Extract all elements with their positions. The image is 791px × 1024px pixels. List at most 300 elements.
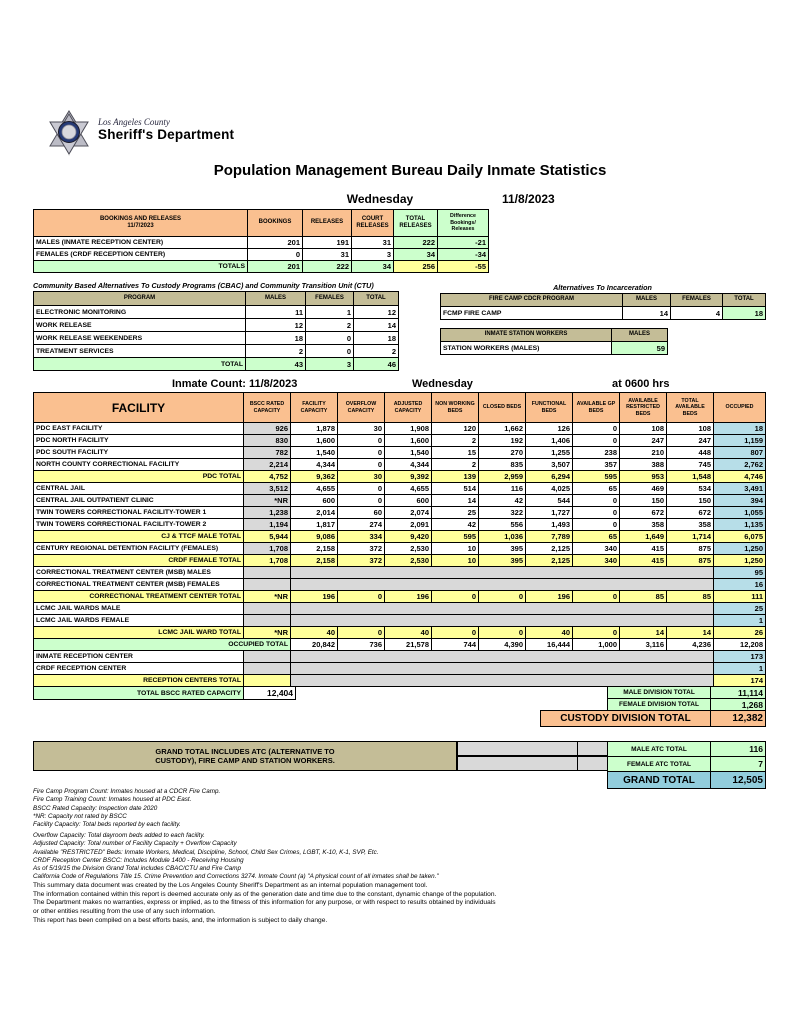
totals-value: 222 (303, 261, 352, 273)
column-header: TOTAL AVAILABLE BEDS (667, 393, 714, 423)
empty-span (291, 615, 714, 627)
value-cell: 31 (352, 237, 394, 249)
facility-name: LCMC JAIL WARDS MALE (34, 603, 244, 615)
value-cell: 14 (354, 319, 399, 332)
column-header: TOTAL RELEASES (394, 210, 438, 237)
empty-cell (244, 651, 291, 663)
facility-row (34, 615, 766, 627)
total-value: 1,649 (620, 531, 667, 543)
column-header: ADJUSTED CAPACITY (385, 393, 432, 423)
total-value: 6,075 (714, 531, 766, 543)
value-cell: 18 (714, 423, 766, 435)
footnote-line: As of 5/19/15 the Division Grand Total includes CBAC/CTU and Fire Camp (33, 865, 242, 873)
value-cell: 150 (667, 495, 714, 507)
facility-name: CORRECTIONAL TREATMENT CENTER (MSB) FEMALES (34, 579, 244, 591)
value-cell: 108 (667, 423, 714, 435)
fire-camp-row (441, 307, 766, 320)
value-cell: 0 (306, 345, 354, 358)
facility-row (34, 567, 766, 579)
totals-value: 256 (394, 261, 438, 273)
value-cell: 4,655 (385, 483, 432, 495)
footnote-line: Fire Camp Program Count: Inmates housed at a CDCR Fire Camp. (33, 788, 221, 795)
cbac-row (34, 332, 399, 345)
total-value: 4,752 (244, 471, 291, 483)
total-value: 0 (573, 627, 620, 639)
total-value: 875 (667, 555, 714, 567)
station-workers-table (440, 328, 668, 355)
totals-value: 34 (352, 261, 394, 273)
bookings-header-row (34, 210, 489, 237)
column-header: INMATE STATION WORKERS (441, 329, 612, 342)
value-cell: 0 (573, 519, 620, 531)
total-value: *NR (244, 627, 291, 639)
value-cell: 600 (385, 495, 432, 507)
total-value: 0 (338, 627, 385, 639)
station-workers-row (441, 342, 668, 355)
footnote-line: Available "RESTRICTED" Beds: Inmate Workers, Medical, Discipline, School, Child Sex Crimes, LGBT, K-10, K-1, SVP, Etc. (33, 848, 379, 856)
value-cell: 1,878 (291, 423, 338, 435)
custody-total-value: 12,382 (711, 711, 766, 727)
facility-name: CRDF RECEPTION CENTER (34, 663, 244, 675)
bscc-total-value: 12,404 (244, 687, 296, 700)
total-value: 12,208 (714, 639, 766, 651)
value-cell: 514 (432, 483, 479, 495)
value-cell: 745 (667, 459, 714, 471)
facility-name: PDC NORTH FACILITY (34, 435, 244, 447)
total-value: 14 (620, 627, 667, 639)
facility-name: LCMC JAIL WARDS FEMALE (34, 615, 244, 627)
column-header: FACILITY (34, 393, 244, 423)
value-cell: 14 (623, 307, 671, 320)
total-value: 16,444 (526, 639, 573, 651)
grand-total-value: 12,505 (711, 772, 766, 789)
column-header: CLOSED BEDS (479, 393, 526, 423)
value-cell: 42 (432, 519, 479, 531)
value-cell: 201 (248, 237, 303, 249)
column-header: PROGRAM (34, 292, 246, 306)
facility-row (34, 627, 766, 639)
value-cell: 12 (246, 319, 306, 332)
occupied-value: 16 (714, 579, 766, 591)
total-value: 196 (291, 591, 338, 603)
total-value: 14 (667, 627, 714, 639)
value-cell: 4,344 (385, 459, 432, 471)
value-cell: 274 (338, 519, 385, 531)
occupied-value: 95 (714, 567, 766, 579)
total-label: CJ & TTCF MALE TOTAL (34, 531, 244, 543)
value-cell: 34 (394, 249, 438, 261)
value-cell: 2,074 (385, 507, 432, 519)
value-cell: 12 (354, 306, 399, 319)
value-cell: 42 (479, 495, 526, 507)
total-label: RECEPTION CENTERS TOTAL (34, 675, 244, 687)
value-cell: 388 (620, 459, 667, 471)
column-header: OCCUPIED (714, 393, 766, 423)
total-value: 7,789 (526, 531, 573, 543)
facility-row (34, 543, 766, 555)
disclaimer-line: The information contained within this report is deemed accurate only as of the generation date and time due to the constant, dynamic change of the population. (33, 890, 497, 898)
occupied-total-label: OCCUPIED TOTAL (34, 639, 291, 651)
empty-cell (244, 603, 291, 615)
totals-label: TOTALS (34, 261, 248, 273)
atc-total-label: MALE ATC TOTAL (608, 742, 711, 757)
value-cell: 10 (432, 543, 479, 555)
value-cell: 1,708 (244, 543, 291, 555)
total-label: PDC TOTAL (34, 471, 244, 483)
total-value: 395 (479, 555, 526, 567)
total-value: 0 (432, 627, 479, 639)
facility-name: CENTRAL JAIL OUTPATIENT CLINIC (34, 495, 244, 507)
total-value: 4,746 (714, 471, 766, 483)
occupied-value: 1 (714, 615, 766, 627)
bscc-total-table (33, 686, 296, 700)
facility-name: PDC SOUTH FACILITY (34, 447, 244, 459)
value-cell: 0 (338, 495, 385, 507)
empty-span (291, 567, 714, 579)
value-cell: 0 (573, 423, 620, 435)
value-cell: 120 (432, 423, 479, 435)
value-cell: 1,540 (291, 447, 338, 459)
cbac-table (33, 291, 399, 371)
total-value: 9,086 (291, 531, 338, 543)
empty-cell (244, 675, 291, 687)
facility-row (34, 531, 766, 543)
bookings-releases-table (33, 209, 489, 273)
agency-name-bold: Sheriff's Department (98, 127, 235, 142)
atc-total-label: FEMALE ATC TOTAL (608, 757, 711, 772)
grand-band-empty-cell (457, 741, 578, 756)
value-cell: 0 (338, 459, 385, 471)
atc-total-value: 7 (711, 757, 766, 772)
value-cell: 358 (620, 519, 667, 531)
total-value: 40 (291, 627, 338, 639)
value-cell: 2 (432, 435, 479, 447)
cbac-row (34, 319, 399, 332)
value-cell: *NR (244, 495, 291, 507)
row-label: MALES (INMATE RECEPTION CENTER) (34, 237, 248, 249)
empty-cell (244, 615, 291, 627)
column-header: Difference Bookings/ Releases (438, 210, 489, 237)
cbac-header-row (34, 292, 399, 306)
column-header: AVAILABLE RESTRICTED BEDS (620, 393, 667, 423)
disclaimer-paragraph (33, 882, 496, 926)
total-value: 196 (526, 591, 573, 603)
value-cell: 1,255 (526, 447, 573, 459)
value-cell: 116 (479, 483, 526, 495)
value-cell: 65 (573, 483, 620, 495)
total-value: 953 (620, 471, 667, 483)
value-cell: 0 (573, 495, 620, 507)
division-total-label: MALE DIVISION TOTAL (608, 687, 711, 699)
value-cell: 4,655 (291, 483, 338, 495)
column-header: RELEASES (303, 210, 352, 237)
value-cell: 1,493 (526, 519, 573, 531)
value-cell: 0 (338, 447, 385, 459)
total-value: 65 (573, 531, 620, 543)
value-cell: -21 (438, 237, 489, 249)
total-value: 0 (432, 591, 479, 603)
svg-text:.: . (68, 152, 70, 157)
bscc-total-row (34, 687, 296, 700)
empty-cell (244, 567, 291, 579)
footnote-line: Adjusted Capacity: Total number of Facility Capacity + Overflow Capacity (33, 840, 237, 848)
value-cell: 835 (479, 459, 526, 471)
value-cell: 150 (620, 495, 667, 507)
column-header: NON WORKING BEDS (432, 393, 479, 423)
value-cell: 830 (244, 435, 291, 447)
value-cell: 1,600 (291, 435, 338, 447)
value-cell: 556 (479, 519, 526, 531)
facility-row (34, 639, 766, 651)
row-label: FCMP FIRE CAMP (441, 307, 623, 320)
fire-camp-header-row (441, 294, 766, 307)
grand-band-empty-cell (457, 756, 578, 771)
value-cell: 875 (667, 543, 714, 555)
total-value: 85 (667, 591, 714, 603)
disclaimer-line: This summary data document was created by the Los Angeles County Sheriff's Department as an internal population management tool. (33, 882, 428, 889)
value-cell: 926 (244, 423, 291, 435)
column-header: BSCC RATED CAPACITY (244, 393, 291, 423)
facility-name: INMATE RECEPTION CENTER (34, 651, 244, 663)
total-value: 26 (714, 627, 766, 639)
value-cell: 31 (303, 249, 352, 261)
facility-row (34, 483, 766, 495)
cbac-title: Community Based Alternatives To Custody Programs (CBAC) and Community Transition Unit (CTU) (33, 281, 374, 290)
footnote-line: Overflow Capacity: Total dayroom beds added to each facility. (33, 832, 205, 839)
value-cell: 782 (244, 447, 291, 459)
value-cell: 18 (354, 332, 399, 345)
total-value: 1,708 (244, 555, 291, 567)
facility-row (34, 519, 766, 531)
total-value: 340 (573, 555, 620, 567)
total-value: 1,250 (714, 555, 766, 567)
total-value: 334 (338, 531, 385, 543)
facility-row (34, 471, 766, 483)
row-label: STATION WORKERS (MALES) (441, 342, 612, 355)
value-cell: 0 (248, 249, 303, 261)
value-cell: 1,600 (385, 435, 432, 447)
total-value: 2,158 (291, 555, 338, 567)
value-cell: 1,908 (385, 423, 432, 435)
value-cell: 1,540 (385, 447, 432, 459)
total-value: 43 (246, 358, 306, 371)
value-cell: 357 (573, 459, 620, 471)
value-cell: 469 (620, 483, 667, 495)
value-cell: 108 (620, 423, 667, 435)
inmate-count-weekday: Wednesday (412, 378, 473, 390)
total-value: 2,530 (385, 555, 432, 567)
value-cell: 1,406 (526, 435, 573, 447)
value-cell: 1,194 (244, 519, 291, 531)
total-value: 40 (385, 627, 432, 639)
atc-total-row (608, 757, 766, 772)
division-total-label: FEMALE DIVISION TOTAL (608, 699, 711, 711)
empty-cell (244, 579, 291, 591)
facility-name: CENTURY REGIONAL DETENTION FACILITY (FEMALES) (34, 543, 244, 555)
total-value: 0 (479, 591, 526, 603)
station-workers-header-row (441, 329, 668, 342)
total-value: 2,959 (479, 471, 526, 483)
total-value: 1,036 (479, 531, 526, 543)
column-header: FEMALES (306, 292, 354, 306)
facility-row (34, 603, 766, 615)
total-value: 0 (573, 591, 620, 603)
total-value: 85 (620, 591, 667, 603)
column-header: FUNCTIONAL BEDS (526, 393, 573, 423)
total-value: 6,294 (526, 471, 573, 483)
empty-span (291, 663, 714, 675)
bookings-row (34, 237, 489, 249)
value-cell: 0 (573, 507, 620, 519)
value-cell: 4 (671, 307, 723, 320)
disclaimer-line: or other entities resulting from the use of any such information. (33, 908, 216, 916)
value-cell: 15 (432, 447, 479, 459)
inmate-count-time: at 0600 hrs (612, 378, 670, 390)
grand-total-note-line1: GRAND TOTAL INCLUDES ATC (ALTERNATIVE TO (155, 747, 335, 756)
value-cell: 60 (338, 507, 385, 519)
total-value: 4,390 (479, 639, 526, 651)
footnote-line: CRDF Reception Center BSCC: Includes Module 1400 - Receiving Housing (33, 856, 244, 864)
total-value: 20,842 (291, 639, 338, 651)
value-cell: 191 (303, 237, 352, 249)
facility-name: TWIN TOWERS CORRECTIONAL FACILITY-TOWER 1 (34, 507, 244, 519)
bscc-total-label: TOTAL BSCC RATED CAPACITY (34, 687, 244, 700)
division-total-row (608, 687, 766, 699)
facility-row (34, 507, 766, 519)
total-label: TOTAL (34, 358, 246, 371)
atc-total-row (608, 742, 766, 757)
value-cell: 2 (306, 319, 354, 332)
inmate-count-label: Inmate Count: 11/8/2023 (172, 378, 298, 390)
value-cell: 2,214 (244, 459, 291, 471)
total-value: 40 (526, 627, 573, 639)
total-value: 9,392 (385, 471, 432, 483)
value-cell: 672 (667, 507, 714, 519)
value-cell: 544 (526, 495, 573, 507)
sheriff-logo (46, 109, 234, 159)
value-cell: 1,250 (714, 543, 766, 555)
totals-value: 201 (248, 261, 303, 273)
bookings-totals-row (34, 261, 489, 273)
occupied-value: 1 (714, 663, 766, 675)
value-cell: 322 (479, 507, 526, 519)
value-cell: 0 (338, 483, 385, 495)
value-cell: 2,762 (714, 459, 766, 471)
value-cell: 3 (352, 249, 394, 261)
value-cell: 358 (667, 519, 714, 531)
facility-row (34, 495, 766, 507)
total-value: 595 (573, 471, 620, 483)
total-value: 0 (479, 627, 526, 639)
facility-row (34, 675, 766, 687)
value-cell: 1,135 (714, 519, 766, 531)
total-value: 21,578 (385, 639, 432, 651)
division-total-row (608, 699, 766, 711)
footnote-line: BSCC Rated Capacity: Inspection date 2020 (33, 804, 158, 812)
footnote-line: Fire Camp Training Count: Inmates housed at PDC East. (33, 796, 192, 804)
occupied-value: 173 (714, 651, 766, 663)
value-cell: 600 (291, 495, 338, 507)
atc-grand-total-table (607, 741, 766, 789)
value-cell: 2 (354, 345, 399, 358)
column-header: FIRE CAMP CDCR PROGRAM (441, 294, 623, 307)
facility-header-row (34, 393, 766, 423)
grand-total-note (33, 741, 457, 771)
value-cell: 672 (620, 507, 667, 519)
total-value: 1,548 (667, 471, 714, 483)
division-totals-table (607, 686, 766, 711)
footnotes-capacity-notes (33, 832, 439, 882)
value-cell: 3,507 (526, 459, 573, 471)
division-total-value: 11,114 (711, 687, 766, 699)
row-label: ELECTRONIC MONITORING (34, 306, 246, 319)
total-value: 4,236 (667, 639, 714, 651)
total-value: 5,944 (244, 531, 291, 543)
empty-cell (244, 663, 291, 675)
total-value: 1,714 (667, 531, 714, 543)
row-label: FEMALES (CRDF RECEPTION CENTER) (34, 249, 248, 261)
bookings-title-cell: BOOKINGS AND RELEASES 11/7/2023 (34, 210, 248, 237)
row-label: WORK RELEASE WEEKENDERS (34, 332, 246, 345)
bookings-row (34, 249, 489, 261)
total-value: 46 (354, 358, 399, 371)
occupied-value: 174 (714, 675, 766, 687)
column-header: FEMALES (671, 294, 723, 307)
column-header: MALES (623, 294, 671, 307)
value-cell: 18 (723, 307, 766, 320)
column-header: COURT RELEASES (352, 210, 394, 237)
value-cell: 2 (246, 345, 306, 358)
value-cell: 1 (306, 306, 354, 319)
total-value: 744 (432, 639, 479, 651)
agency-name-small: Los Angeles County (98, 117, 170, 127)
value-cell: 2,014 (291, 507, 338, 519)
facility-row (34, 447, 766, 459)
column-header: BOOKINGS (248, 210, 303, 237)
value-cell: 4,025 (526, 483, 573, 495)
value-cell: 1,817 (291, 519, 338, 531)
value-cell: 2,530 (385, 543, 432, 555)
value-cell: 394 (714, 495, 766, 507)
column-header: MALES (612, 329, 668, 342)
cbac-row (34, 345, 399, 358)
facility-name: TWIN TOWERS CORRECTIONAL FACILITY-TOWER 2 (34, 519, 244, 531)
facility-row (34, 459, 766, 471)
value-cell: 59 (612, 342, 668, 355)
column-header: MALES (246, 292, 306, 306)
facility-name: PDC EAST FACILITY (34, 423, 244, 435)
total-value: 10 (432, 555, 479, 567)
total-value: 3,116 (620, 639, 667, 651)
value-cell: 222 (394, 237, 438, 249)
value-cell: 4,344 (291, 459, 338, 471)
value-cell: 2,125 (526, 543, 573, 555)
total-value: 415 (620, 555, 667, 567)
value-cell: 2,158 (291, 543, 338, 555)
column-header: OVERFLOW CAPACITY (338, 393, 385, 423)
value-cell: 30 (338, 423, 385, 435)
value-cell: 1,238 (244, 507, 291, 519)
total-value: 196 (385, 591, 432, 603)
totals-value: -55 (438, 261, 489, 273)
total-value: 0 (338, 591, 385, 603)
value-cell: 1,055 (714, 507, 766, 519)
total-value: 595 (432, 531, 479, 543)
alternatives-title: Alternatives To Incarceration (553, 283, 652, 292)
total-label: LCMC JAIL WARD TOTAL (34, 627, 244, 639)
value-cell: 448 (667, 447, 714, 459)
column-header: TOTAL (354, 292, 399, 306)
